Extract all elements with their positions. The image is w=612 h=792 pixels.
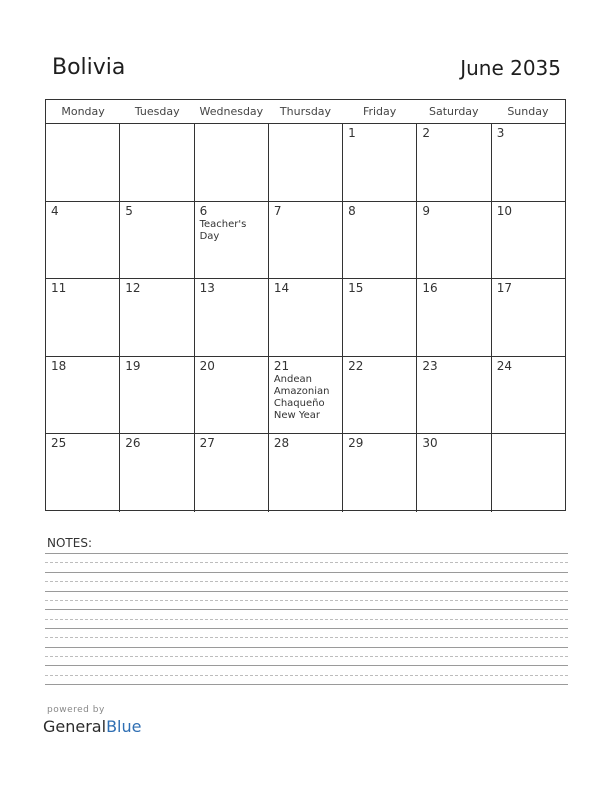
notes-line xyxy=(45,609,568,610)
day-cell[interactable] xyxy=(492,434,565,512)
notes-line xyxy=(45,647,568,648)
day-cell[interactable] xyxy=(46,357,120,434)
week-row xyxy=(46,357,565,435)
notes-line xyxy=(45,553,568,554)
day-number: 6 xyxy=(199,203,208,218)
notes-line xyxy=(45,675,568,676)
day-cell[interactable] xyxy=(343,124,417,201)
day-number: 26 xyxy=(125,436,141,450)
day-cell[interactable] xyxy=(46,434,120,512)
day-number: 22 xyxy=(348,358,364,373)
notes-line xyxy=(45,684,568,685)
week-row xyxy=(46,279,565,357)
day-number: 5 xyxy=(125,203,133,218)
notes-line xyxy=(45,628,568,629)
holiday-label: Teacher's Day xyxy=(199,218,247,242)
weekday-label: Sunday xyxy=(507,105,549,118)
day-number: 11 xyxy=(51,281,67,295)
day-cell[interactable] xyxy=(417,124,491,201)
day-cell[interactable] xyxy=(195,357,269,434)
holiday-label: Andean Amazonian Chaqueño New Year xyxy=(273,373,330,421)
day-cell[interactable] xyxy=(269,124,343,201)
week-row xyxy=(46,124,565,202)
day-number: 2 xyxy=(422,126,431,140)
powered-by-text: powered by xyxy=(47,705,105,715)
day-number: 28 xyxy=(273,436,290,450)
day-number: 18 xyxy=(51,358,67,373)
day-cell[interactable] xyxy=(492,279,565,356)
notes-line xyxy=(45,591,568,592)
month-title: June 2035 xyxy=(460,56,561,80)
day-number: 25 xyxy=(51,436,67,450)
day-cell[interactable] xyxy=(120,357,194,434)
day-number: 14 xyxy=(273,281,290,295)
notes-line xyxy=(45,581,568,582)
day-cell[interactable] xyxy=(269,434,343,512)
day-cell[interactable] xyxy=(269,357,343,434)
weekday-label: Tuesday xyxy=(134,105,180,118)
notes-line xyxy=(45,665,568,666)
day-number: 23 xyxy=(422,358,438,373)
weekday-label: Monday xyxy=(61,105,105,118)
day-number: 20 xyxy=(199,358,215,373)
day-cell[interactable] xyxy=(195,124,269,201)
day-cell[interactable] xyxy=(492,357,565,434)
day-cell[interactable] xyxy=(417,357,491,434)
generalblue-logo[interactable] xyxy=(43,717,141,736)
day-cell[interactable] xyxy=(46,124,120,201)
weekday-label: Thursday xyxy=(279,105,332,118)
day-cell[interactable] xyxy=(343,279,417,356)
day-number: 10 xyxy=(496,203,512,218)
day-number: 4 xyxy=(51,203,59,218)
notes-line xyxy=(45,572,568,573)
day-cell[interactable] xyxy=(195,434,269,512)
day-cell[interactable] xyxy=(195,202,269,279)
day-cell[interactable] xyxy=(120,279,194,356)
day-number: 24 xyxy=(496,358,512,373)
day-cell[interactable] xyxy=(46,202,120,279)
day-number: 30 xyxy=(422,436,438,450)
day-cell[interactable] xyxy=(492,202,565,279)
day-cell[interactable] xyxy=(120,434,194,512)
day-number: 27 xyxy=(199,436,215,450)
day-number: 19 xyxy=(125,358,141,373)
day-cell[interactable] xyxy=(269,279,343,356)
day-cell[interactable] xyxy=(120,124,194,201)
weekday-header xyxy=(46,100,565,124)
day-cell[interactable] xyxy=(195,279,269,356)
country-title: Bolivia xyxy=(52,55,126,80)
day-cell[interactable] xyxy=(46,279,120,356)
day-number: 29 xyxy=(348,436,364,450)
day-number: 16 xyxy=(422,281,438,295)
day-number: 17 xyxy=(496,281,512,295)
day-number: 9 xyxy=(422,203,431,218)
day-number: 3 xyxy=(496,126,505,140)
day-cell[interactable] xyxy=(417,202,491,279)
day-cell[interactable] xyxy=(343,202,417,279)
notes-line xyxy=(45,600,568,601)
day-cell[interactable] xyxy=(492,124,565,201)
notes-line xyxy=(45,637,568,638)
weekday-label: Wednesday xyxy=(199,105,264,118)
day-number: 8 xyxy=(348,203,356,218)
logo-blue: Blue xyxy=(106,717,142,736)
day-number: 12 xyxy=(125,281,141,295)
logo-general: General xyxy=(43,717,107,736)
notes-line xyxy=(45,562,568,563)
week-row xyxy=(46,202,565,280)
day-cell[interactable] xyxy=(343,357,417,434)
day-cell[interactable] xyxy=(343,434,417,512)
day-cell[interactable] xyxy=(417,434,491,512)
weekday-label: Friday xyxy=(362,105,397,118)
weekday-label: Saturday xyxy=(428,105,479,118)
day-number: 1 xyxy=(348,126,356,140)
calendar-grid xyxy=(45,99,566,511)
notes-label: NOTES: xyxy=(47,536,92,550)
day-number: 15 xyxy=(348,281,364,295)
day-number: 21 xyxy=(273,358,290,373)
day-number: 7 xyxy=(273,203,282,218)
day-cell[interactable] xyxy=(417,279,491,356)
notes-line xyxy=(45,656,568,657)
day-cell[interactable] xyxy=(120,202,194,279)
day-number: 13 xyxy=(199,281,215,295)
week-row xyxy=(46,434,565,512)
notes-line xyxy=(45,619,568,620)
day-cell[interactable] xyxy=(269,202,343,279)
